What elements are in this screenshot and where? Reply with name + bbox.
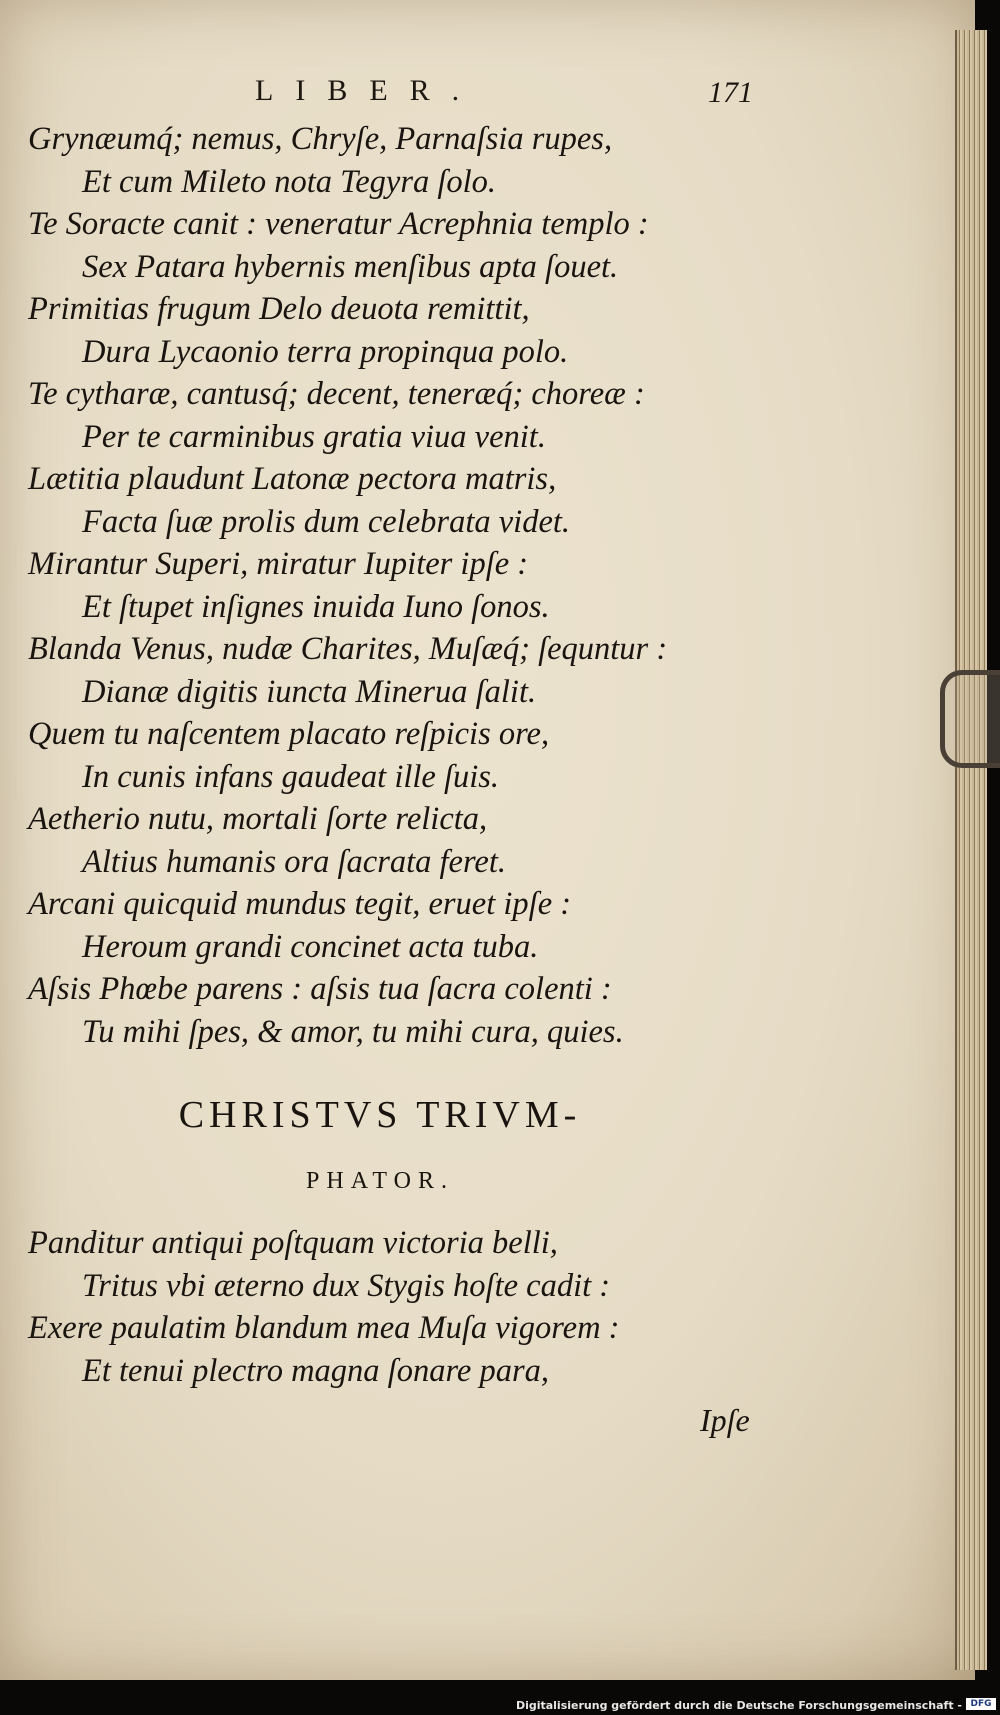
verse-line: Te cytharæ, cantusq́; decent, teneræq́; choreæ : (28, 376, 645, 412)
verse-line: In cunis infans gaudeat ille ſuis. (82, 758, 500, 795)
running-head: LIBER. (255, 74, 482, 107)
verse-line: Te Soracte canit : veneratur Acrephnia templo : (28, 206, 649, 242)
verse-line: Et cum Mileto nota Tegyra ſolo. (82, 163, 497, 200)
footer-bar (0, 1695, 1000, 1715)
page-clip (940, 670, 1000, 768)
verse-line: Primitias frugum Delo deuota remittit, (28, 291, 530, 327)
verse-line: Et ſtupet inſignes inuida Iuno ſonos. (82, 588, 550, 625)
poem-1 (28, 118, 948, 1053)
verse-line: Aetherio nutu, mortali ſorte relicta, (28, 801, 488, 837)
verse-line: Dura Lycaonio terra propinqua polo. (82, 333, 569, 370)
verse-line: Mirantur Superi, miratur Iupiter ipſe : (28, 546, 529, 582)
verse-line: Dianæ digitis iuncta Minerua ſalit. (82, 673, 537, 710)
verse-line: Blanda Venus, nudæ Charites, Muſæq́; ſequntur : (28, 631, 668, 667)
verse-line: Panditur antiqui poſtquam victoria belli, (28, 1225, 558, 1261)
page-edges (955, 30, 987, 1670)
verse-line: Heroum grandi concinet acta tuba. (82, 928, 539, 965)
catchword: Ipſe (700, 1402, 750, 1438)
verse-line: Arcani quicquid mundus tegit, eruet ipſe : (28, 886, 572, 922)
verse-line: Quem tu naſcentem placato reſpicis ore, (28, 716, 550, 752)
section-title-continued: PHATOR. (306, 1168, 454, 1194)
dfg-logo: DFG (966, 1698, 996, 1710)
verse-line: Et tenui plectro magna ſonare para, (82, 1352, 549, 1389)
verse-line: Aſsis Phœbe parens : aſsis tua ſacra colenti : (28, 971, 612, 1007)
page-header (0, 74, 960, 114)
section-title: CHRISTVS TRIVM- (178, 1094, 582, 1136)
verse-line: Exere paulatim blandum mea Muſa vigorem : (28, 1310, 620, 1346)
verse-line: Tu mihi ſpes, & amor, tu mihi cura, quies. (82, 1013, 624, 1050)
verse-line: Lætitia plaudunt Latonæ pectora matris, (28, 461, 557, 497)
verse-line: Altius humanis ora ſacrata feret. (82, 843, 506, 880)
page-number: 171 (708, 76, 753, 109)
poem-2 (28, 1222, 948, 1392)
verse-line: Per te carminibus gratia viua venit. (82, 418, 546, 455)
verse-line: Grynæumq́; nemus, Chryſe, Parnaſsia rupes, (28, 121, 613, 157)
verse-line: Sex Patara hybernis menſibus apta ſouet. (82, 248, 619, 285)
verse-line: Facta ſuæ prolis dum celebrata videt. (82, 503, 571, 540)
funding-credit: Digitalisierung gefördert durch die Deutsche Forschungsgemeinschaft - (515, 1699, 962, 1712)
verse-line: Tritus vbi æterno dux Stygis hoſte cadit : (82, 1267, 611, 1304)
